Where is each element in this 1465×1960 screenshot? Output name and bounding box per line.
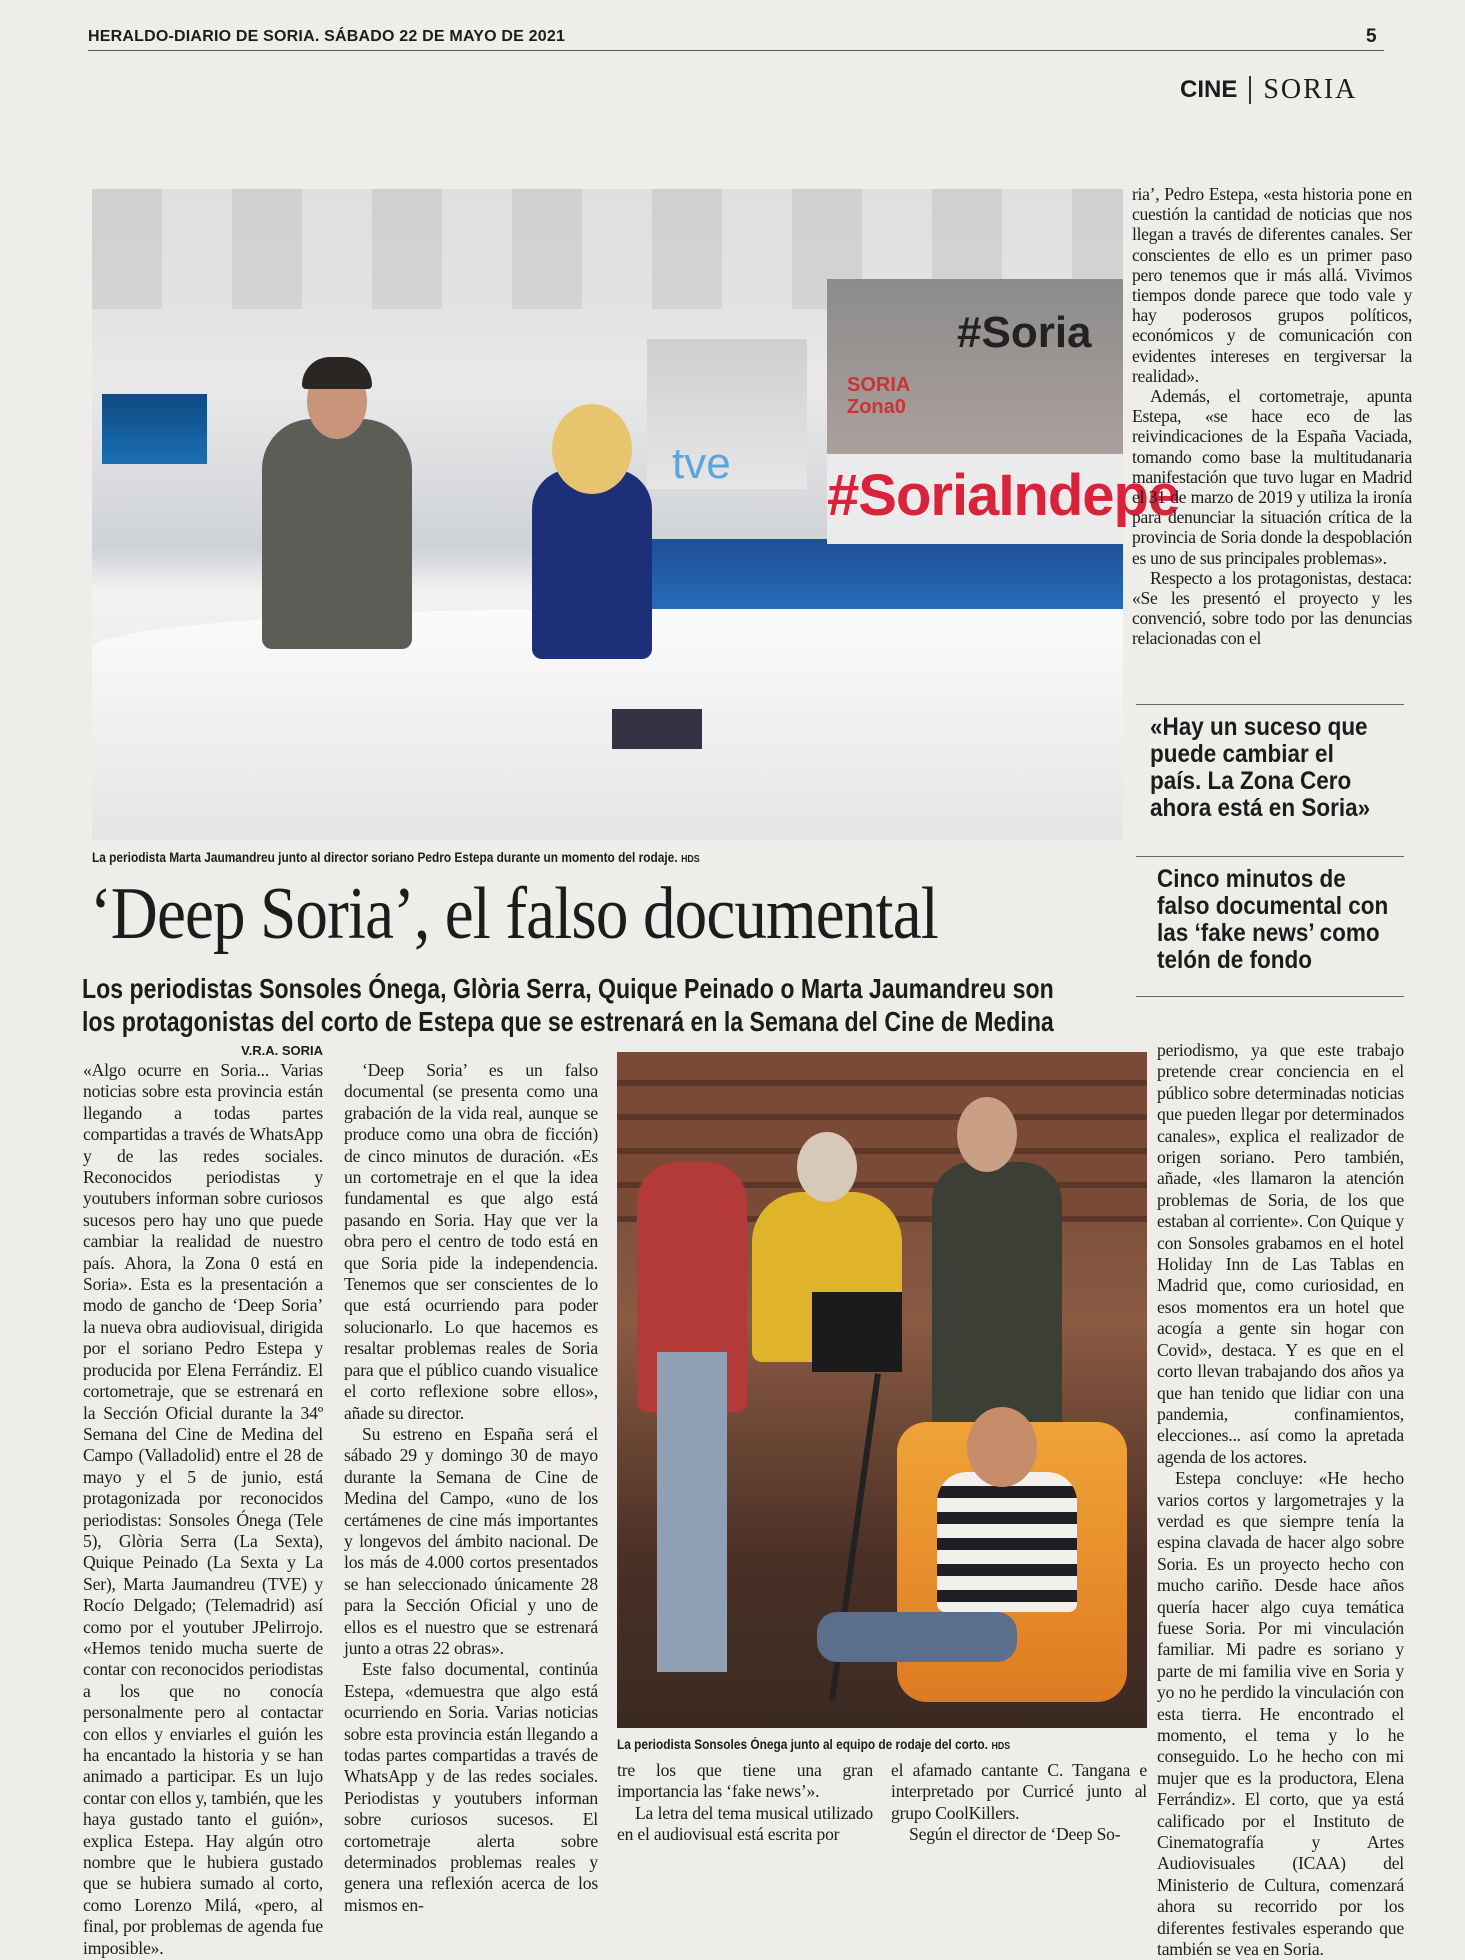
paragraph: tre los que tiene una gran importancia las ‘fake news’». bbox=[617, 1760, 873, 1802]
deck bbox=[82, 972, 1054, 1038]
caption-text: La periodista Marta Jaumandreu junto al director soriano Pedro Estepa durante un momento del rodaje. bbox=[92, 850, 678, 865]
header-rule bbox=[88, 50, 1384, 51]
top-photo bbox=[92, 189, 1180, 840]
paragraph: Según el director de ‘Deep So- bbox=[909, 1824, 1121, 1845]
headline: ‘Deep Soria’, el falso documental bbox=[90, 873, 938, 955]
top-right-column bbox=[1132, 184, 1412, 649]
column-1 bbox=[83, 1060, 323, 1959]
camera bbox=[812, 1292, 902, 1372]
side-deck: Cinco minutos de falso documental con las ‘fake news’ como telón de fondo bbox=[1157, 865, 1389, 974]
caption-credit: HDS bbox=[681, 854, 700, 865]
paragraph: Este falso documental, continúa Estepa, «demuestra que algo está ocurriendo en Soria. Varias noticias sobre esta provincia están llegando a todas partes compartidas a través de WhatsApp y de las redes sociales. Periodistas y youtubers informan sobre curiosos sucesos. El cortometraje alerta sobre determinados problemas reales y genera una reflexión acerca de los mismos en- bbox=[344, 1659, 598, 1915]
divider bbox=[1136, 996, 1404, 997]
paragraph: La letra del tema musical utilizado en el audiovisual está escrita por bbox=[617, 1802, 873, 1845]
paragraph: ria’, Pedro Estepa, «esta historia pone en cuestión la cantidad de noticias que nos llegan a través de diferentes canales. Ser conscientes de ello es un primer paso pero tenemos que ir más allá. Vivimos tiempos donde parece que todo vale y hay poderosos grupos políticos, económicos y de comunicación con evidentes intereses en tergiversar la realidad». bbox=[1132, 184, 1412, 386]
page-number: 5 bbox=[1366, 26, 1377, 47]
paragraph: Respecto a los protagonistas, destaca: «Se les presentó el proyecto y les convenció, sobre todo por las denuncias relacionadas con el bbox=[1132, 567, 1412, 649]
second-photo-caption bbox=[617, 1737, 1010, 1752]
section-soria: SORIA bbox=[1263, 74, 1358, 105]
paragraph: Además, el cortometraje, apunta Estepa, «se hace eco de las reivindicaciones de la España Vaciada, tomando como base la multitudanaria manifestación que tuvo lugar en Madrid el 31 de marzo de 2019 y utiliza la ironía para denunciar la situación crítica de la provincia de Soria donde la despoblación es uno de sus principales problemas». bbox=[1132, 386, 1412, 568]
woman-figure bbox=[532, 469, 652, 659]
sign-text-2: SORIA Zona0 bbox=[847, 374, 910, 418]
section-cine: CINE bbox=[1180, 76, 1251, 104]
man-figure bbox=[262, 419, 412, 649]
paragraph: ‘Deep Soria’ es un falso documental (se presenta como una grabación de la vida real, aunque se produce como una obra de ficción) de cinco minutos de duración. «Es un cortometraje en el que la idea fundamental es que algo está pasando en Soria. Hay que ver la obra pero el centro de todo está en que Soria pide la independencia. Tenemos que ser conscientes de lo que está ocurriendo para poder solucionarlo. Lo que hacemos es resaltar problemas reales de Soria para que el público cuando visualice el corto reflexione sobre ellos», añade su director. bbox=[344, 1060, 598, 1423]
pull-quote: «Hay un suceso que puede cambiar el país. La Zona Cero ahora está en Soria» bbox=[1150, 713, 1371, 822]
caption-text: La periodista Sonsoles Ónega junto al equipo de rodaje del corto. bbox=[617, 1737, 988, 1752]
deck-line: los protagonistas del corto de Estepa que se estrenará en la Semana del Cine de Medina bbox=[82, 1006, 1054, 1037]
sign-text: #Soria bbox=[957, 308, 1092, 357]
tve-logo: tve bbox=[672, 439, 731, 488]
paragraph: el afamado cantante C. Tangana e interpretado por Curricé junto al grupo CoolKillers. bbox=[891, 1760, 1147, 1823]
second-photo bbox=[617, 1052, 1147, 1728]
column-4 bbox=[891, 1760, 1147, 1846]
column-5 bbox=[1157, 1040, 1404, 1960]
divider bbox=[1136, 704, 1404, 705]
paragraph: Su estreno en España será el sábado 29 y domingo 30 de mayo durante la Semana de Cine de Medina del Campo, «uno de los certámenes de cine más importantes y longevos del ámbito nacional. De los más de 4.000 cortos presentados se han seleccionado únicamente 28 para la Sección Oficial y uno de ellos es el nuestro que se estrenará junto a otras 22 obras». bbox=[344, 1423, 598, 1658]
byline: V.R.A. SORIA bbox=[241, 1043, 323, 1058]
studio-screen bbox=[827, 279, 1180, 544]
paragraph: Estepa concluye: «He hecho varios cortos y largometrajes y la verdad es que siempre tenía la espina clavada de hacer algo sobre Soria. Es un proyecto hecho con mucho cariño. Desde hace años quería hacer algo cuya temática fuese Soria. Por mi vinculación familiar. Mi padre es soriano y parte de mi familia vive en Soria y yo no he perdido la vinculación con esta tierra. He encontrado el momento, el tema y lo he conseguido. Lo he hecho con mi mujer que es la productora, Elena Ferrándiz». El corto, que ya está calificado por el Instituto de Cinematografía y Artes Audiovisuales (ICAA) del Ministerio de Cultura, comenzará ahora su recorrido por los diferentes festivales esperando que también se vea en Soria. bbox=[1157, 1468, 1404, 1960]
column-2 bbox=[344, 1060, 598, 1916]
screen-text: #SoriaIndepe bbox=[827, 463, 1180, 528]
divider bbox=[1136, 856, 1404, 857]
column-3 bbox=[617, 1760, 873, 1846]
section-label bbox=[1180, 74, 1357, 106]
caption-credit: HDS bbox=[991, 1741, 1011, 1752]
top-photo-caption bbox=[92, 850, 700, 865]
deck-line: Los periodistas Sonsoles Ónega, Glòria Serra, Quique Peinado o Marta Jaumandreu son bbox=[82, 973, 1054, 1004]
seated-woman bbox=[937, 1472, 1077, 1612]
masthead: HERALDO-DIARIO DE SORIA. SÁBADO 22 DE MAYO DE 2021 bbox=[88, 28, 566, 45]
paragraph: periodismo, ya que este trabajo pretende crear conciencia en el público sobre determinadas noticias que pueden llegar por determinados canales», explica el realizador de origen soriano. Pero también, añade, «les llamaron la atención problemas de Soria, de los que estaban al corriente». Con Quique y con Sonsoles grabamos en el hotel Holiday Inn de Las Tablas en Madrid que, como curiosidad, en esos momentos era un hotel que acogía a gente sin hogar con Covid», destaca. Y es que en el corto llevan trabajando dos años ya que han tenido que lidiar con una pandemia, confinamientos, elecciones... así como la apretada agenda de los actores. bbox=[1157, 1040, 1404, 1467]
paragraph: «Algo ocurre en Soria... Varias noticias sobre esta provincia están llegando a todas partes compartidas a través de WhatsApp y de las redes sociales. Reconocidos periodistas y youtubers informan sobre curiosos sucesos pero hay uno que puede cambiar la realidad de nuestro país. Ahora, la Zona 0 está en Soria». Esta es la presentación a modo de gancho de ‘Deep Soria’ la nueva obra audiovisual, dirigida por el soriano Pedro Estepa y producida por Elena Ferrándiz. El cortometraje, que se estrenará en la Sección Oficial durante la 34º Semana del Cine de Medina del Campo (Valladolid) entre el 28 de mayo y el 5 de junio, está protagonizada por reconocidos periodistas: Sonsoles Ónega (Tele 5), Glòria Serra (La Sexta), Quique Peinado (La Sexta y La Ser), Marta Jaumandreu (TVE) y Rocío Delgado; (Telemadrid) así como por el youtuber JPelirrojo. «Hemos tenido mucha suerte de contar con reconocidos periodistas a los que no conocía personalmente pero al contactar con ellos y enviarles el guión les ha encantado la historia y se han animado a participar. Es un lujo contar con ellos y, también, que les haya gustado tanto el guión», explica Estepa. Hay algún otro nombre que le hubiera gustado que se hubiera sumado al corto, como Lorenzo Milá, «pero, al final, por problemas de agenda fue imposible». bbox=[83, 1060, 323, 1958]
